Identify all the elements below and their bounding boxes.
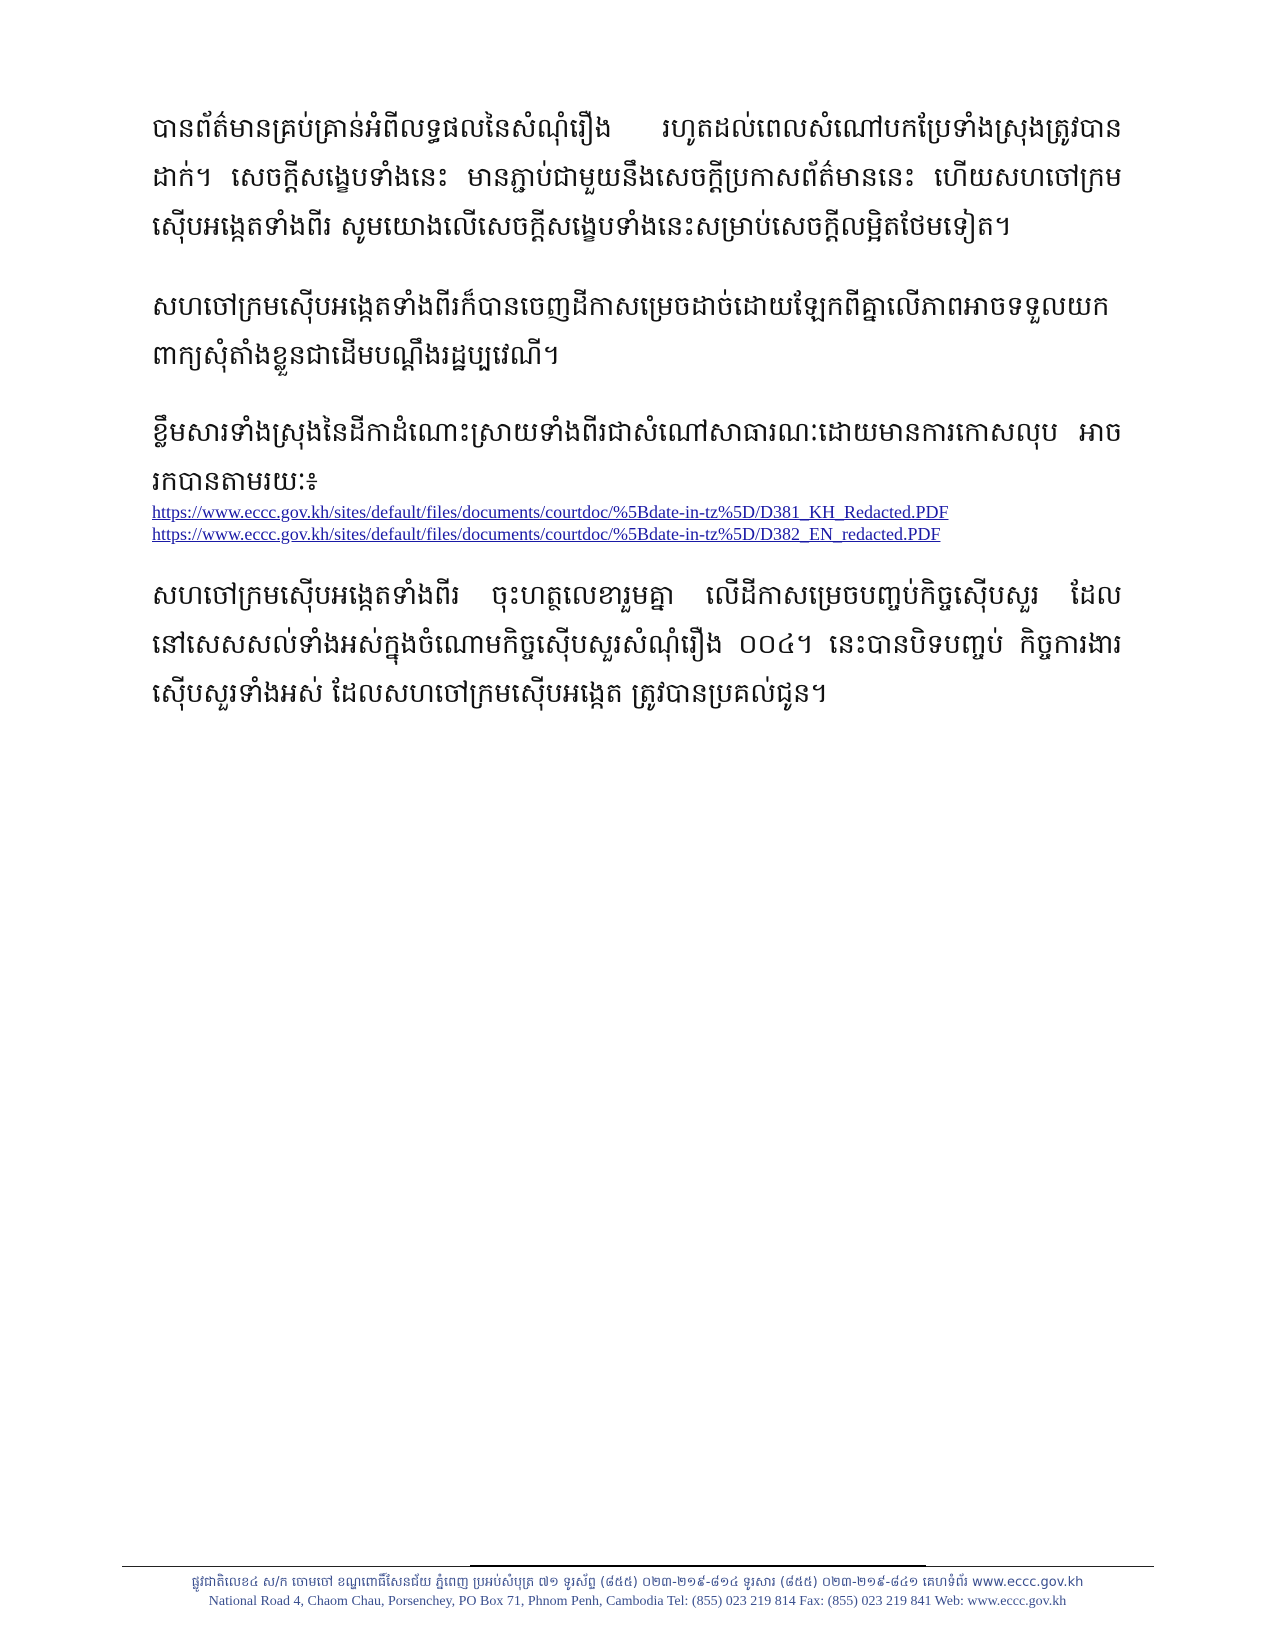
paragraph-civil-party-decisions: សហចៅក្រមស៊ើបអង្កេតទាំងពីរក៏បានចេញដីកាសម្រេចដាច់ដោយឡែកពីគ្នាលើភាពអាចទទួលយកពាក្យសុំតាំងខ្លួនជាដើមបណ្តឹងរដ្ឋប្បវេណី។ [152,291,1110,371]
footer-address-english: National Road 4, Chaom Chau, Porsenchey, PO Box 71, Phnom Penh, Cambodia Tel: (855) 023 219 814 Fax: (855) 023 219 841 Web: www.eccc.gov.kh [208,1594,1067,1609]
paragraph-closing-investigation: សហចៅក្រមស៊ើបអង្កេតទាំងពីរ ចុះហត្ថលេខារួមគ្នា លើដីកាសម្រេចបញ្ចប់កិច្ចស៊ើបសួរ ដែលនៅសេសសល់ទាំងអស់ក្នុងចំណោមកិច្ចស៊ើបសួរសំណុំរឿង ០០៤។ នេះបានបិទបញ្ចប់ កិច្ចការងារស៊ើបសួរទាំងអស់ ដែលសហចៅក្រមស៊ើបអង្កេត ត្រូវបានប្រគល់ជូន។ [152,580,1122,709]
footer-divider-accent [470,1565,926,1567]
footer-address-khmer: ផ្លូវជាតិលេខ៤ ស/ក ចោមចៅ ខណ្ឌពោធិ៍សែនជ័យ ភ្នំពេញ ប្រអប់សំបុត្រ ៧១ ទូរស័ព្ទ (៨៥៥) ០២៣-២១៩-៨១៤ ទូរសារ (៨៥៥) ០២៣-២១៩-៨៤១ គេហទំព័រ www.eccc.gov.kh [191,1575,1084,1590]
paragraph-public-redacted-versions: ខ្លឹមសារទាំងស្រុងនៃដីកាដំណោះស្រាយទាំងពីរជាសំណៅសាធារណៈដោយមានការកោសលុប អាចរកបានតាមរយៈ៖ [152,417,1122,497]
document-links [152,501,1152,545]
paragraph-case-summary: បានព័ត៌មានគ្រប់គ្រាន់អំពីលទ្ធផលនៃសំណុំរឿង រហូតដល់ពេលសំណៅបកប្រែទាំងស្រុងត្រូវបានដាក់។ សេចក្តីសង្ខេបទាំងនេះ មានភ្ជាប់ជាមួយនឹងសេចក្តីប្រកាសព័ត៌មាននេះ ហើយសហចៅក្រមស៊ើបអង្កេតទាំងពីរ សូមយោងលើសេចក្តីសង្ខេបទាំងនេះសម្រាប់សេចក្តីលម្អិតថែមទៀត។ [152,113,1122,242]
link-d381-kh-redacted[interactable]: https://www.eccc.gov.kh/sites/default/files/documents/courtdoc/%5Bdate-in-tz%5D/D381_KH_Redacted.PDF [152,502,949,522]
link-d382-en-redacted[interactable]: https://www.eccc.gov.kh/sites/default/files/documents/courtdoc/%5Bdate-in-tz%5D/D382_EN_redacted.PDF [152,524,941,544]
